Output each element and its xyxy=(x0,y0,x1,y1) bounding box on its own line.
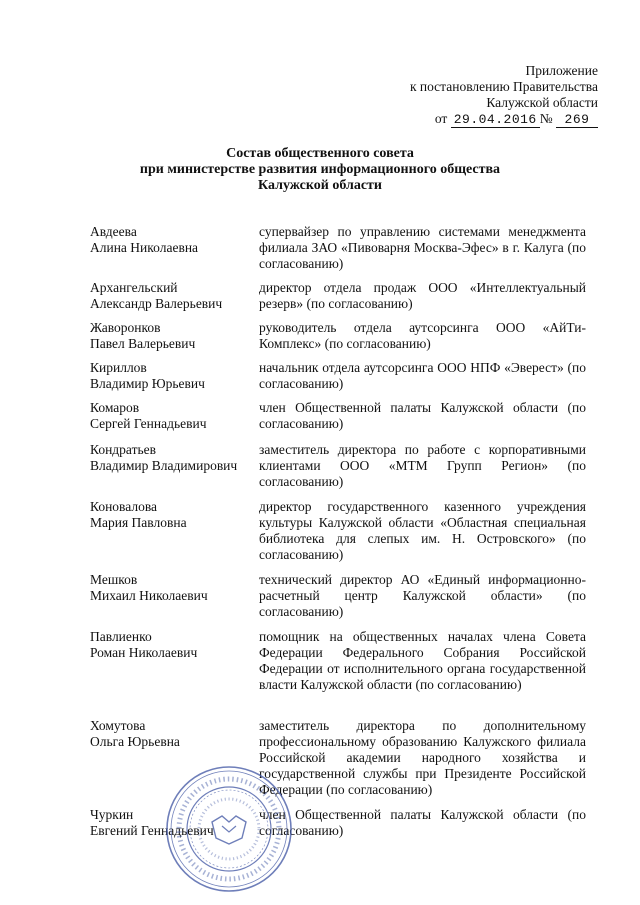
member-given-names: Мария Павловна xyxy=(90,515,187,530)
member-row xyxy=(90,807,590,847)
member-surname: Мешков xyxy=(90,572,138,587)
member-name xyxy=(90,224,259,256)
member-row xyxy=(90,572,590,629)
member-surname: Архангельский xyxy=(90,280,178,295)
member-name xyxy=(90,499,259,531)
title-line-3: Калужской области xyxy=(258,178,382,193)
title-line-2: при министерстве развития информационного общества xyxy=(139,162,501,177)
member-row xyxy=(90,360,590,400)
member-given-names: Павел Валерьевич xyxy=(90,336,196,351)
member-name xyxy=(90,320,259,352)
member-row xyxy=(90,718,590,807)
member-row xyxy=(90,629,590,718)
member-given-names: Сергей Геннадьевич xyxy=(90,416,207,431)
member-surname: Жаворонков xyxy=(90,320,161,335)
member-name xyxy=(90,807,259,839)
member-row xyxy=(90,499,590,572)
member-given-names: Ольга Юрьевна xyxy=(90,734,180,749)
resolution-number: 269 xyxy=(556,112,598,128)
member-name xyxy=(90,400,259,432)
member-name xyxy=(90,360,259,392)
member-row xyxy=(90,442,590,499)
member-position: заместитель директора по работе с корпоративными клиентами ООО «МТМ Групп Регион» (по согласованию) xyxy=(259,442,586,489)
member-name xyxy=(90,572,259,604)
member-surname: Павлиенко xyxy=(90,629,152,644)
members-list xyxy=(90,224,590,847)
member-position: заместитель директора по дополнительному профессиональному образованию Калужского филиала Российской академии народного хозяйства и государственной службы при Президенте Российской Федерации (по согласованию) xyxy=(259,718,586,797)
date-prefix: от xyxy=(434,111,448,126)
title-line-1: Состав общественного совета xyxy=(226,146,414,161)
member-position: начальник отдела аутсорсинга ООО НПФ «Эверест» (по согласованию) xyxy=(259,360,586,391)
resolution-date: 29.04.2016 xyxy=(451,112,540,128)
member-name xyxy=(90,718,259,750)
member-name xyxy=(90,629,259,661)
member-surname: Авдеева xyxy=(90,224,137,239)
member-row xyxy=(90,400,590,442)
appendix-header xyxy=(410,63,598,128)
member-surname: Коновалова xyxy=(90,499,158,514)
member-surname: Кириллов xyxy=(90,360,147,375)
member-position: директор отдела продаж ООО «Интеллектуальный резерв» (по согласованию) xyxy=(259,280,586,311)
member-position: директор государственного казенного учреждения культуры Калужской области «Областная специальная библиотека для слепых им. Н. Островского» (по согласованию) xyxy=(259,499,586,562)
member-position: руководитель отдела аутсорсинга ООО «АйТи-Комплекс» (по согласованию) xyxy=(259,320,586,351)
member-row xyxy=(90,280,590,320)
member-name xyxy=(90,442,259,474)
member-given-names: Александр Валерьевич xyxy=(90,296,223,311)
member-given-names: Евгений Геннадьевич xyxy=(90,823,214,838)
member-position: член Общественной палаты Калужской области (по согласованию) xyxy=(259,807,586,838)
member-surname: Комаров xyxy=(90,400,140,415)
number-sign: № xyxy=(539,111,553,126)
member-name xyxy=(90,280,259,312)
member-surname: Кондратьев xyxy=(90,442,156,457)
member-given-names: Алина Николаевна xyxy=(90,240,199,255)
member-position: супервайзер по управлению системами менеджмента филиала ЗАО «Пивоварня Москва-Эфес» в г. Калуга (по согласованию) xyxy=(259,224,586,271)
member-given-names: Михаил Николаевич xyxy=(90,588,208,603)
member-position: технический директор АО «Единый информационно-расчетный центр Калужской области» (по согласованию) xyxy=(259,572,586,619)
member-surname: Чуркин xyxy=(90,807,134,822)
document-title xyxy=(0,146,640,194)
member-row xyxy=(90,224,590,280)
member-given-names: Роман Николаевич xyxy=(90,645,198,660)
appendix-resolution: к постановлению Правительства xyxy=(409,79,598,94)
appendix-region: Калужской области xyxy=(486,95,598,110)
member-given-names: Владимир Владимирович xyxy=(90,458,238,473)
member-given-names: Владимир Юрьевич xyxy=(90,376,205,391)
member-row xyxy=(90,320,590,360)
appendix-label: Приложение xyxy=(525,63,598,78)
member-surname: Хомутова xyxy=(90,718,146,733)
appendix-date-line xyxy=(435,111,598,128)
member-position: член Общественной палаты Калужской области (по согласованию) xyxy=(259,400,586,431)
member-position: помощник на общественных началах члена Совета Федерации Федерального Собрания Российской Федерации от исполнительного органа государственной власти Калужской области (по согласованию) xyxy=(259,629,586,692)
